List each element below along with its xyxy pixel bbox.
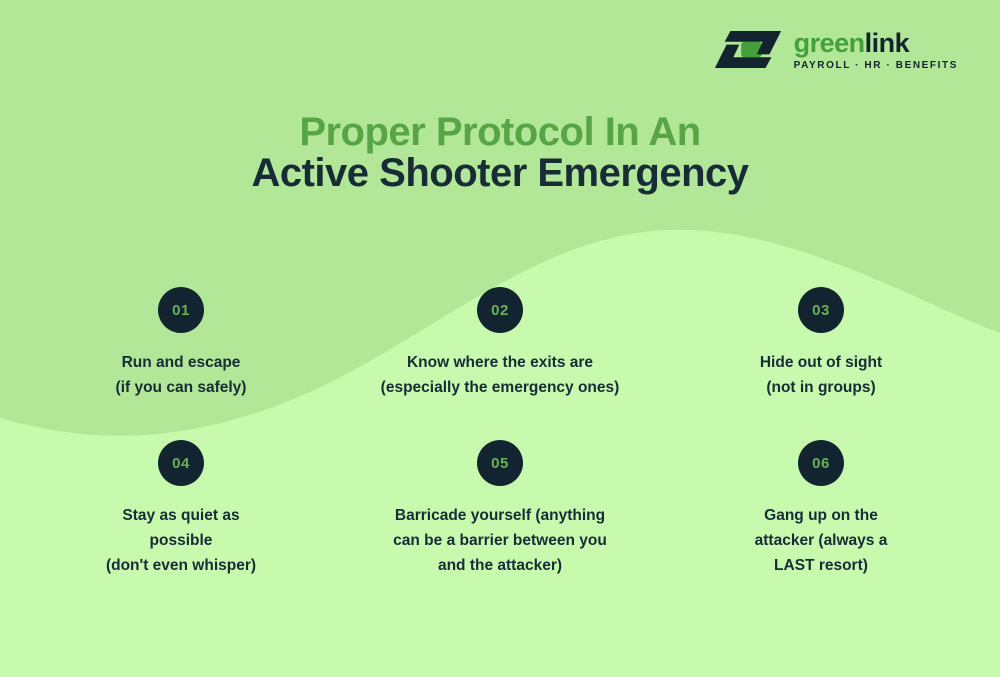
step-number-badge — [477, 440, 523, 486]
step-text-line: (especially the emergency ones) — [380, 379, 620, 396]
step-text-line: Hide out of sight — [759, 354, 883, 371]
page-title-line1: Proper Protocol In An — [299, 110, 701, 154]
step-item — [355, 287, 645, 400]
step-text-line: Gang up on the — [764, 507, 878, 524]
step-number-badge — [477, 287, 523, 333]
brand-wordmark — [794, 29, 910, 57]
step-text-line: (don't even whisper) — [105, 557, 257, 574]
step-number: 06 — [812, 454, 830, 472]
step-text-line: Stay as quiet as — [122, 507, 240, 524]
step-item — [355, 440, 645, 578]
step-item — [676, 287, 966, 400]
step-text-line: (if you can safely) — [115, 379, 247, 396]
step-text-line: Run and escape — [121, 354, 241, 371]
brand-logo — [711, 28, 958, 71]
step-item — [676, 440, 966, 578]
step-text — [116, 350, 247, 400]
step-item — [36, 440, 326, 578]
greenlink-logo-icon — [711, 28, 785, 71]
step-text-line: and the attacker) — [437, 557, 563, 574]
step-text — [760, 350, 882, 400]
page-title-line2: Active Shooter Emergency — [251, 151, 749, 195]
brand-wordmark-link: link — [864, 27, 910, 58]
brand-tagline: PAYROLL · HR · BENEFITS — [793, 59, 958, 71]
step-number: 01 — [172, 301, 190, 319]
step-number: 04 — [172, 454, 190, 472]
step-text-line: can be a barrier between you — [393, 532, 607, 549]
step-text-line: Know where the exits are — [406, 354, 594, 371]
brand-wordmark-green: green — [793, 27, 865, 58]
step-number-badge — [158, 287, 204, 333]
step-text — [755, 503, 888, 578]
step-text — [106, 503, 256, 578]
step-number: 03 — [812, 301, 830, 319]
step-number-badge — [798, 287, 844, 333]
step-text-line: LAST resort) — [774, 557, 868, 574]
step-number-badge — [158, 440, 204, 486]
step-text-line: possible — [149, 532, 213, 549]
step-text-line: (not in groups) — [766, 379, 876, 396]
step-text — [393, 503, 607, 578]
step-number: 02 — [491, 301, 509, 319]
step-item — [36, 287, 326, 400]
brand-logo-text — [794, 29, 958, 71]
step-number: 05 — [491, 454, 509, 472]
step-text-line: attacker (always a — [754, 532, 888, 549]
page-title — [0, 112, 1000, 194]
step-number-badge — [798, 440, 844, 486]
step-text — [381, 350, 620, 400]
step-text-line: Barricade yourself (anything — [394, 507, 606, 524]
